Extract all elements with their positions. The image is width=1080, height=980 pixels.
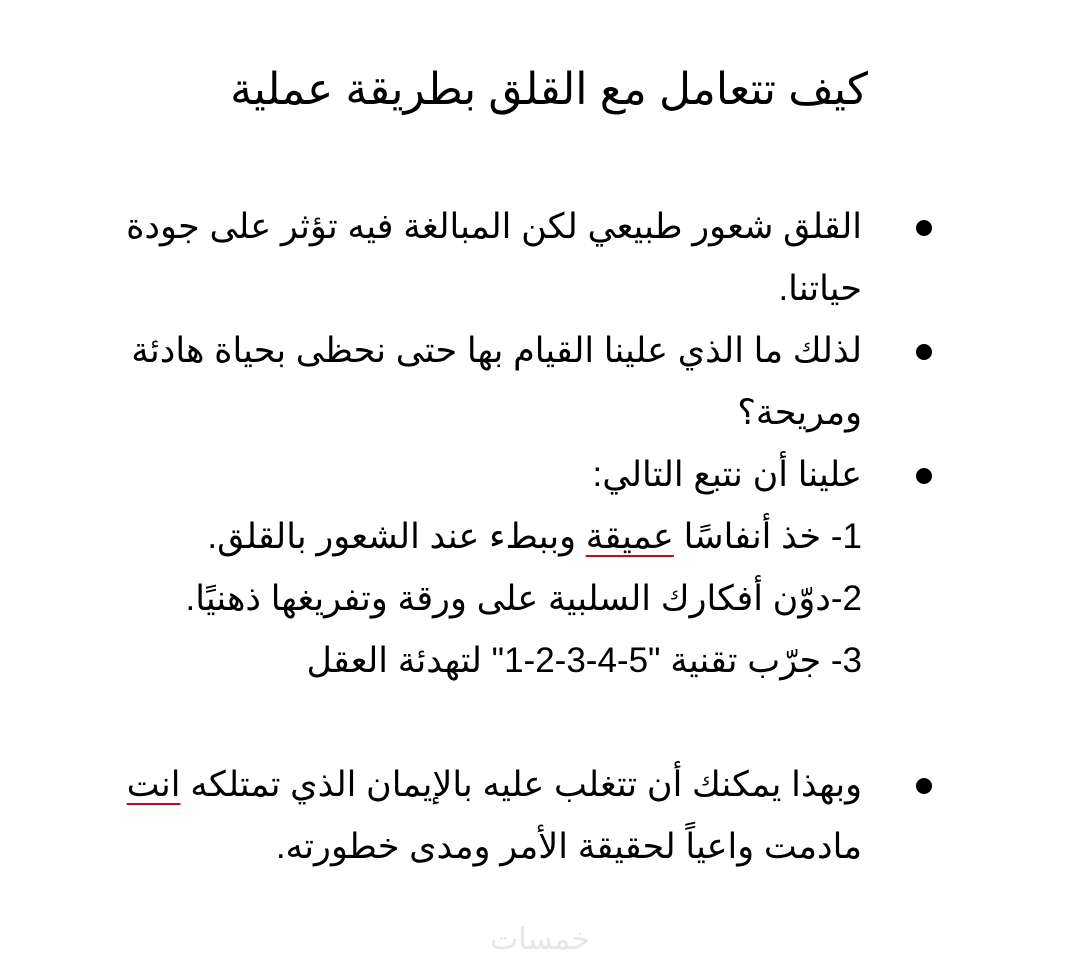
- bullet-list: [62, 196, 862, 878]
- bullet-icon: [916, 468, 932, 484]
- step-line: 2-دوّن أفكارك السلبية على ورقة وتفريغها ذهنيًا.: [185, 579, 862, 618]
- list-item-line: ومريحة؟: [737, 393, 862, 432]
- step-text: 1- خذ أنفاسًا: [673, 517, 862, 556]
- bullet-icon: [916, 778, 932, 794]
- list-item: [62, 444, 862, 692]
- step-line: [62, 506, 862, 568]
- watermark-logo: خمسات: [489, 923, 591, 956]
- line-text: وبهذا يمكنك أن تتغلب عليه بالإيمان الذي تمتلكه: [180, 765, 862, 804]
- spellcheck-marked-word[interactable]: عميقة: [585, 517, 674, 556]
- spellcheck-marked-word[interactable]: انت: [126, 765, 181, 804]
- list-item: [62, 754, 862, 878]
- list-item-line: حياتنا.: [778, 269, 862, 308]
- list-item-line: [62, 754, 862, 816]
- list-item: [62, 320, 862, 444]
- bullet-icon: [916, 220, 932, 236]
- step-text: وببطء عند الشعور بالقلق.: [207, 517, 586, 556]
- page-title: كيف تتعامل مع القلق بطريقة عملية: [230, 65, 868, 114]
- bullet-icon: [916, 344, 932, 360]
- list-item-line: القلق شعور طبيعي لكن المبالغة فيه تؤثر على جودة: [126, 207, 862, 246]
- list-item-line: لذلك ما الذي علينا القيام بها حتى نحظى بحياة هادئة: [131, 331, 862, 370]
- list-item-line: مادمت واعياً لحقيقة الأمر ومدى خطورته.: [275, 827, 862, 866]
- list-item: [62, 196, 862, 320]
- list-item-line: علينا أن نتبع التالي:: [592, 455, 862, 494]
- step-line: 3- جرّب تقنية "5-4-3-2-1" لتهدئة العقل: [306, 641, 862, 680]
